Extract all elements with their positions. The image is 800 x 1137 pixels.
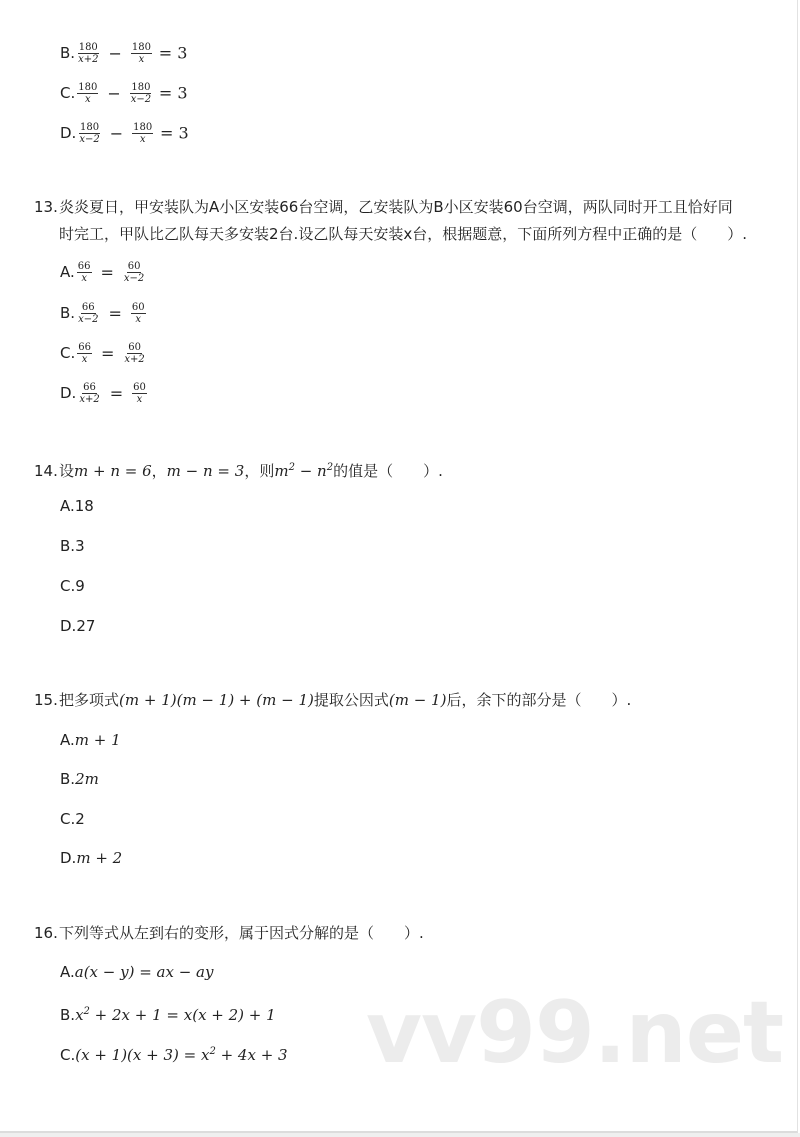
q15-option-c[interactable]: C.2	[60, 810, 85, 828]
q16-option-a[interactable]: A.a(x − y) = ax − ay	[60, 963, 214, 981]
q13-option-b[interactable]: B. $\frac{66}{x-2}$ = $\frac{60}{x}$	[60, 302, 145, 325]
math-expression: m − n = 3	[166, 462, 245, 480]
q12-option-d[interactable]: D. $\frac{180}{x-2}$ − $\frac{180}{x}$ = 3	[60, 122, 189, 145]
q15-option-d[interactable]: D.m + 2	[60, 849, 123, 867]
question-number: 16.	[34, 924, 58, 942]
q14-option-d[interactable]: D.27	[60, 617, 96, 635]
math-expression: $m^2 - n^2$	[274, 462, 334, 480]
question-13	[34, 194, 754, 248]
math-expression: (m + 1)(m − 1) + (m − 1)	[119, 691, 314, 709]
q14-option-b[interactable]: B.3	[60, 537, 85, 555]
math-expression: (m − 1)	[388, 691, 447, 709]
q14-option-c[interactable]: C.9	[60, 577, 85, 595]
page-bottom-edge	[0, 1133, 800, 1137]
option-label: B.	[60, 44, 76, 62]
fraction: $\frac{66}{x-2}$	[78, 302, 99, 325]
option-label: D.	[60, 124, 77, 142]
fraction: $\frac{66}{x}$	[77, 261, 91, 284]
q13-option-c[interactable]: C. $\frac{66}{x}$ = $\frac{60}{x+2}$	[60, 342, 145, 365]
q16-option-b[interactable]: $B.x^2 + 2x + 1 = x(x + 2) + 1$	[60, 1006, 276, 1024]
fraction: $\frac{66}{x+2}$	[79, 382, 100, 405]
option-label: C.	[60, 84, 76, 102]
fraction: $\frac{60}{x}$	[133, 382, 146, 405]
q15-option-a[interactable]: A.m + 1	[60, 731, 121, 749]
question-number: 13.	[34, 198, 58, 216]
option-label: A.	[60, 263, 75, 281]
q15-option-b[interactable]: B.2m	[60, 770, 99, 788]
fraction: $\frac{60}{x+2}$	[124, 342, 145, 365]
fraction: $\frac{180}{x-2}$	[130, 82, 152, 105]
question-16	[34, 920, 754, 947]
q13-option-d[interactable]: D. $\frac{66}{x+2}$ = $\frac{60}{x}$	[60, 382, 146, 405]
question-stem-line2: 时完工，甲队比乙队每天多安装2台.设乙队每天安装x台，根据题意，下面所列方程中正确的是（ ）.	[59, 225, 747, 243]
q13-option-a[interactable]: A. $\frac{66}{x}$ = $\frac{60}{x-2}$	[60, 261, 145, 284]
fraction: $\frac{180}{x-2}$	[79, 122, 100, 145]
fraction: $\frac{60}{x}$	[131, 302, 145, 325]
fraction: $\frac{180}{x}$	[131, 42, 151, 65]
question-stem: 下列等式从左到右的变形，属于因式分解的是（ ）.	[59, 924, 424, 942]
fraction: $\frac{180}{x}$	[133, 122, 153, 145]
question-number: 14.	[34, 462, 58, 480]
option-label: D.	[60, 384, 77, 402]
fraction: $\frac{180}{x+2}$	[78, 42, 99, 65]
q16-option-c[interactable]: $C.(x + 1)(x + 3) = x^2 + 4x + 3$	[60, 1046, 288, 1064]
option-label: B.	[60, 304, 76, 322]
question-stem-line1: 炎炎夏日，甲安装队为A小区安装66台空调，乙安装队为B小区安装60台空调，两队同时开工且恰好同	[59, 198, 733, 216]
q14-option-a[interactable]: A.18	[60, 497, 94, 515]
question-14: 14.设m + n = 6，m − n = 3，则$m^2 - n^2$的值是（ ）.	[34, 454, 754, 485]
math-expression: m + n = 6	[74, 462, 152, 480]
fraction: $\frac{180}{x}$	[78, 82, 98, 105]
q12-option-b[interactable]: B. $\frac{180}{x+2}$ − $\frac{180}{x}$ = 3	[60, 42, 188, 65]
q12-option-c[interactable]: C. $\frac{180}{x}$ − $\frac{180}{x-2}$ = 3	[60, 82, 188, 105]
option-label: C.	[60, 344, 76, 362]
fraction: $\frac{66}{x}$	[78, 342, 91, 365]
watermark: vv99.net	[366, 983, 784, 1083]
question-number: 15.	[34, 691, 58, 709]
fraction: $\frac{60}{x-2}$	[123, 261, 145, 284]
question-15: 15.把多项式(m + 1)(m − 1) + (m − 1)提取公因式(m − 1)后，余下的部分是（ ）.	[34, 687, 754, 714]
